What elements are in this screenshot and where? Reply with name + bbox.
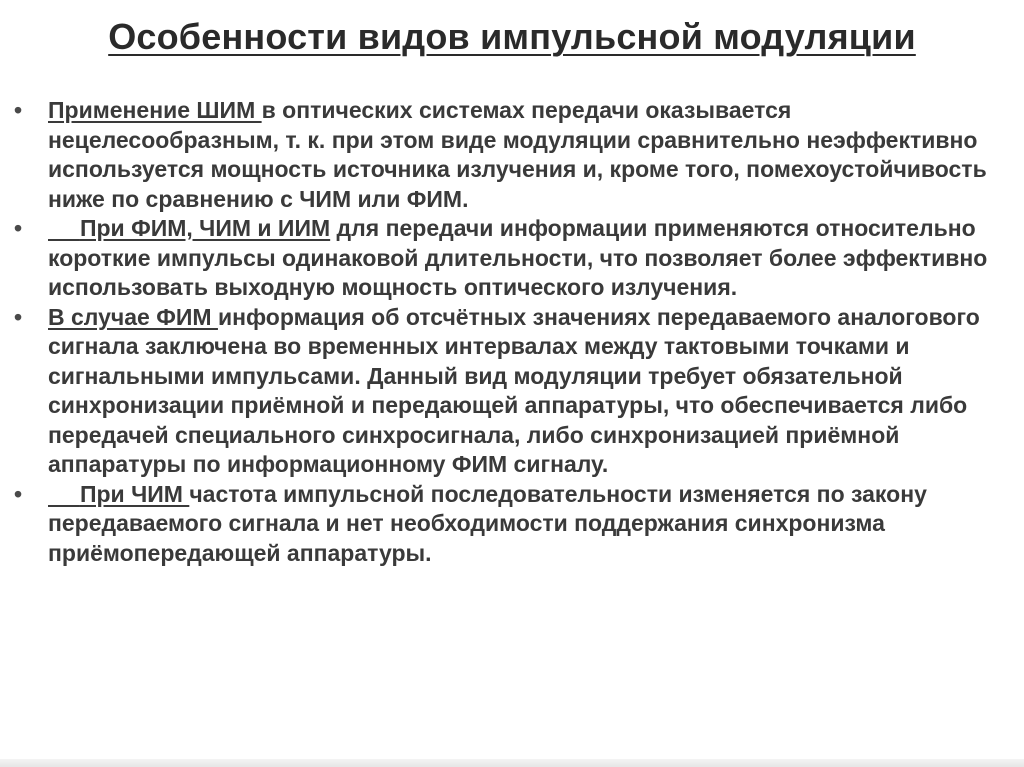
bullet-body: для передачи информации применяются относительно короткие импульсы одинаковой длительности, что позволяет более эффективно использовать выходную мощность оптического излучения. (48, 215, 988, 300)
lead-label: Применение ШИМ (48, 97, 262, 123)
lead-label: При ФИМ, ЧИМ и ИИМ (79, 215, 331, 241)
bullet-marker: • (14, 215, 23, 241)
bullet-body: частота импульсной последовательности изменяется по закону передаваемого сигнала и нет необходимости поддержания синхронизма приёмопередающей аппаратуры. (48, 480, 927, 566)
lead-indent (48, 481, 80, 507)
bullet-marker: • (14, 303, 23, 330)
bullet-item-fim (12, 303, 1012, 480)
lead-indent (48, 215, 80, 241)
slide-title-text: Особенности видов импульсной модуляции (108, 16, 916, 57)
lead-label: В случае ФИМ (48, 303, 218, 330)
bullet-text (48, 97, 987, 212)
slide-title (0, 16, 1024, 58)
bullet-item-shim (12, 96, 1012, 214)
bullet-text (48, 304, 980, 478)
bullet-marker: • (14, 97, 23, 123)
bullet-lead (48, 304, 218, 330)
bullet-lead (48, 481, 189, 507)
bullet-marker: • (14, 480, 23, 507)
bullet-item-chim (12, 480, 1012, 569)
bullet-text (48, 215, 987, 300)
bullet-list (12, 96, 1012, 568)
bullet-lead (48, 97, 262, 123)
bullet-body: в оптических системах передачи оказывается нецелесообразным, т. к. при этом виде модуляции сравнительно неэффективно используется мощность источника излучения и, кроме того, помехоустойчивость ниже по сравнению с ЧИМ или ФИМ. (48, 97, 987, 212)
bullet-text (48, 481, 927, 566)
bullet-body: информация об отсчётных значениях передаваемого аналогового сигнала заключена во временных интервалах между тактовыми точками и сигнальными импульсами. Данный вид модуляции требует обязательной синхронизации приёмной и передающей аппаратуры, что обеспечивается либо передачей специального синхросигнала, либо синхронизацией приёмной аппаратуры по информационному ФИМ сигналу. (48, 303, 980, 477)
bullet-lead (48, 215, 330, 241)
lead-label: При ЧИМ (79, 480, 190, 507)
bullet-item-fim-chim-iim (12, 214, 1012, 303)
